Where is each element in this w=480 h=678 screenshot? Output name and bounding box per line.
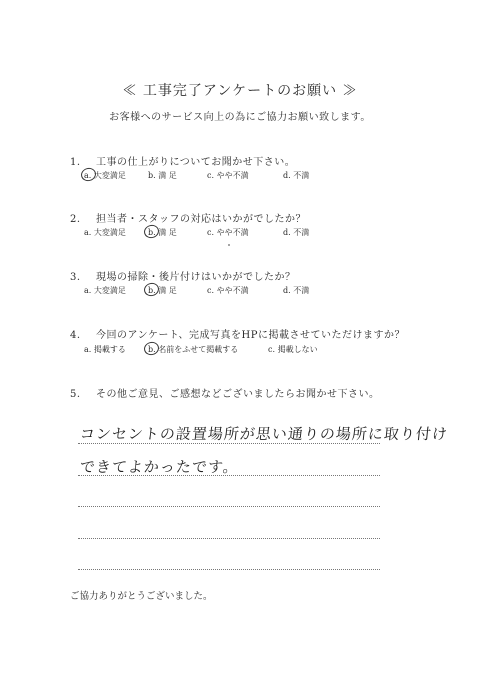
question-number: 3. [70, 272, 81, 283]
q3-option-c[interactable]: c. やや不満 [207, 286, 249, 295]
question-3 [70, 268, 296, 283]
closing-message: ご協力ありがとうございました。 [70, 591, 213, 602]
handwritten-comment-line-1: コンセントの設置場所が思い通りの場所に取り付け [79, 425, 449, 443]
question-number: 2. [70, 214, 81, 225]
scan-speck [228, 244, 230, 246]
q2-option-d[interactable]: d. 不満 [283, 228, 310, 237]
q3-option-b[interactable]: b. 満 足 [148, 286, 177, 295]
q3-option-a[interactable]: a. 大変満足 [84, 286, 126, 295]
q4-option-c[interactable]: c. 掲載しない [268, 345, 318, 354]
question-number: 4. [70, 330, 81, 341]
comment-rule [78, 506, 380, 507]
survey-title: ≪ 工事完了アンケートのお願い ≫ [122, 83, 358, 99]
question-text: 現場の掃除・後片付けはいかがでしたか？ [96, 272, 296, 283]
q3-option-d[interactable]: d. 不満 [283, 286, 310, 295]
comment-rule [78, 443, 380, 444]
comment-rule [78, 475, 380, 476]
q1-option-c[interactable]: c. やや不満 [207, 171, 249, 180]
q2-option-a[interactable]: a. 大変満足 [84, 228, 126, 237]
survey-subtitle: お客様へのサービス向上の為にご協力お願い致します。 [109, 112, 371, 123]
question-2 [70, 210, 306, 225]
question-number: 1. [70, 157, 81, 168]
question-text: 工事の仕上がりについてお聞かせ下さい。 [96, 157, 296, 168]
handwritten-comment-line-2: できてよかったです。 [79, 458, 240, 476]
comment-rule [78, 569, 380, 570]
question-4 [70, 326, 405, 341]
question-5 [70, 385, 380, 400]
q2-option-c[interactable]: c. やや不満 [207, 228, 249, 237]
comment-rule [78, 538, 380, 539]
q1-option-d[interactable]: d. 不満 [283, 171, 310, 180]
q4-option-b[interactable]: b. 名前をふせて掲載する [148, 345, 239, 354]
q1-option-b[interactable]: b. 満 足 [148, 171, 177, 180]
question-text: その他ご意見、ご感想などございましたらお聞かせ下さい。 [96, 389, 380, 400]
q1-option-a[interactable]: a. 大変満足 [84, 171, 126, 180]
q2-option-b[interactable]: b. 満 足 [148, 228, 177, 237]
question-number: 5. [70, 389, 81, 400]
question-text: 担当者・スタッフの対応はいかがでしたか？ [96, 214, 306, 225]
q4-option-a[interactable]: a. 掲載する [84, 345, 126, 354]
question-text: 今回のアンケート、完成写真をHPに掲載させていただけますか？ [96, 330, 405, 341]
question-1 [70, 153, 295, 168]
